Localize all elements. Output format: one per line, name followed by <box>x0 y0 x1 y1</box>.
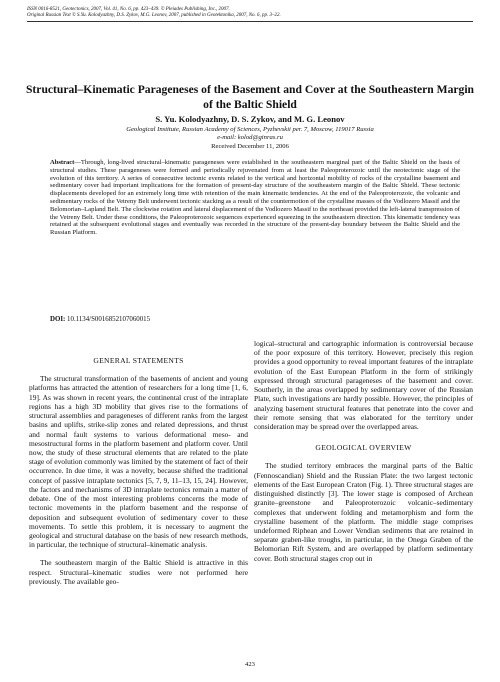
paragraph: The structural transformation of the basements of ancient and young platforms has attracted the attention of researchers for a long time [1, 6, 19]. As was shown in recent years, the continental crust of the intraplate regions has a high 3D mobility that gives rise to the formations of structural assemblies and parageneses of different ranks from the largest basins and uplifts, strike-slip zones and related depressions, and thrust and normal fault systems to various deformational meso- and mesostructural forms in the platform basement and platform cover. Until now, the study of these structural elements that are related to the plate stage of evolution commonly was limited by the statement of fact of their occurrence. In due time, it was a novelty, because shifted the traditional concept of passive intraplate tectonics [5, 7, 9, 11–13, 15, 24]. However, the factors and mechanisms of 3D intraplate tectonics remain a matter of debate. One of the most interesting problems concerns the mode of tectonic movements in the platform basement and the response of deposition and subsequent evolution of sedimentary cover to these movements. To settle this problem, it is necessary to augment the geological and structural database on the basis of new research methods, in particular, the technique of structural–kinematic analysis. <box>29 374 248 550</box>
header-divider <box>27 21 473 22</box>
article-title: Structural–Kinematic Parageneses of the Basement and Cover at the Southeastern Margin of the Baltic Shield <box>25 83 475 111</box>
doi-label: DOI: <box>50 316 66 323</box>
paragraph: logical–structural and cartographic information is controversial because of the poor exposure of this territory. However, precisely this region provides a good opportunity to reveal important features of the intraplate evolution of the East European Platform in the form of strikingly expressed through structural parageneses of the basement and cover. Southerly, in the areas overlapped by sedimentary cover of the Russian Plate, such investigations are hardly possible. However, the principles of analyzing basement structural features that penetrate into the cover and their remote sensing that was elaborated for the territory under consideration may be spread over the overlapped areas. <box>254 339 473 431</box>
doi <box>50 316 460 324</box>
abstract-text: —Through, long-lived structural–kinematic parageneses were established in the southeastern marginal part of the Baltic Shield on the basis of structural studies. These parageneses were formed and periodically rejuvenated from at least the Paleoproterozoic until the neotectonic stage of the evolution of this territory. A series of consecutive tectonic events related to the vertical and horizontal mobility of rocks of the crystalline basement and sedimentary cover had important implications for the formation of present-day structure of the southeastern margin of the Baltic Shield. These tectonic displacements developed for an extremely long time with retention of the main kinematic tendencies. At the end of the Paleoproterozoic, the volcanic and sedimentary rocks of the Vetreny Belt underwent tectonic stacking as a result of the countermotion of the crystalline masses of the Vodlozero Massif and the Belomorian–Lapland Belt. The clockwise rotation and lateral displacement of the Vodlozero Massif to the northeast provided the left-lateral transpression of the Vetreny Belt. Under these conditions, the Paleoproterozoic sequences experienced squeezing in the southeastern direction. This kinematic tendency was retained at the subsequent evolutional stages and eventually was recorded in the structure of the present-day boundary between the Baltic Shield and the Russian Platform. <box>50 159 460 237</box>
doi-value: 10.1134/S0016852107060015 <box>67 316 151 323</box>
journal-header-line-2: Original Russian Text © S.Yu. Kolodyazhny, D.S. Zykov, M.G. Leonov, 2007, published in Geotektonika, 2007, No. 6, pp. 3–22. <box>27 13 281 18</box>
received-date: Received December 11, 2006 <box>211 143 289 150</box>
authors: S. Yu. Kolodyazhny, D. S. Zykov, and M. G. Leonov <box>155 114 345 124</box>
page-number: 423 <box>245 661 255 668</box>
email: e-mail: kolod@ginras.ru <box>217 134 283 141</box>
paragraph: The southeastern margin of the Baltic Shield is attractive in this respect. Structural–kinematic studies were not performed here previously. The available geo- <box>29 558 248 586</box>
right-column <box>254 339 473 563</box>
abstract <box>50 159 460 237</box>
abstract-label: Abstract <box>50 159 75 166</box>
section-heading-general-statements: GENERAL STATEMENTS <box>93 356 184 365</box>
section-heading-geological-overview: GEOLOGICAL OVERVIEW <box>315 443 412 453</box>
left-column <box>29 356 248 586</box>
affiliation: Geological Institute, Russian Academy of Sciences, Pyzhevskii per. 7, Moscow, 119017 Russia <box>126 126 374 133</box>
paragraph: The studied territory embraces the marginal parts of the Baltic (Fennoscandian) Shield and the Russian Plate: the two largest tectonic elements of the East European Craton (Fig. 1). Three structural stages are distinguished distinctly [3]. The lower stage is composed of Archean granite–greenstone and Paleoproterozoic volcanic–sedimentary complexes that underwent folding and metamorphism and form the crystalline basement of the platform. The middle stage comprises undeformed Riphean and Lower Vendian sediments that are retained in separate graben-like troughs, in particular, in the Onega Graben of the Belomorian Rift System, and are overlapped by platform sedimentary cover. Both structural stages crop out in <box>254 461 473 563</box>
journal-header-line-1: ISSN 0016-8521, Geotectonics, 2007, Vol. 41, No. 6, pp. 423–439. © Pleiades Publishing, Inc., 2007. <box>27 7 230 12</box>
